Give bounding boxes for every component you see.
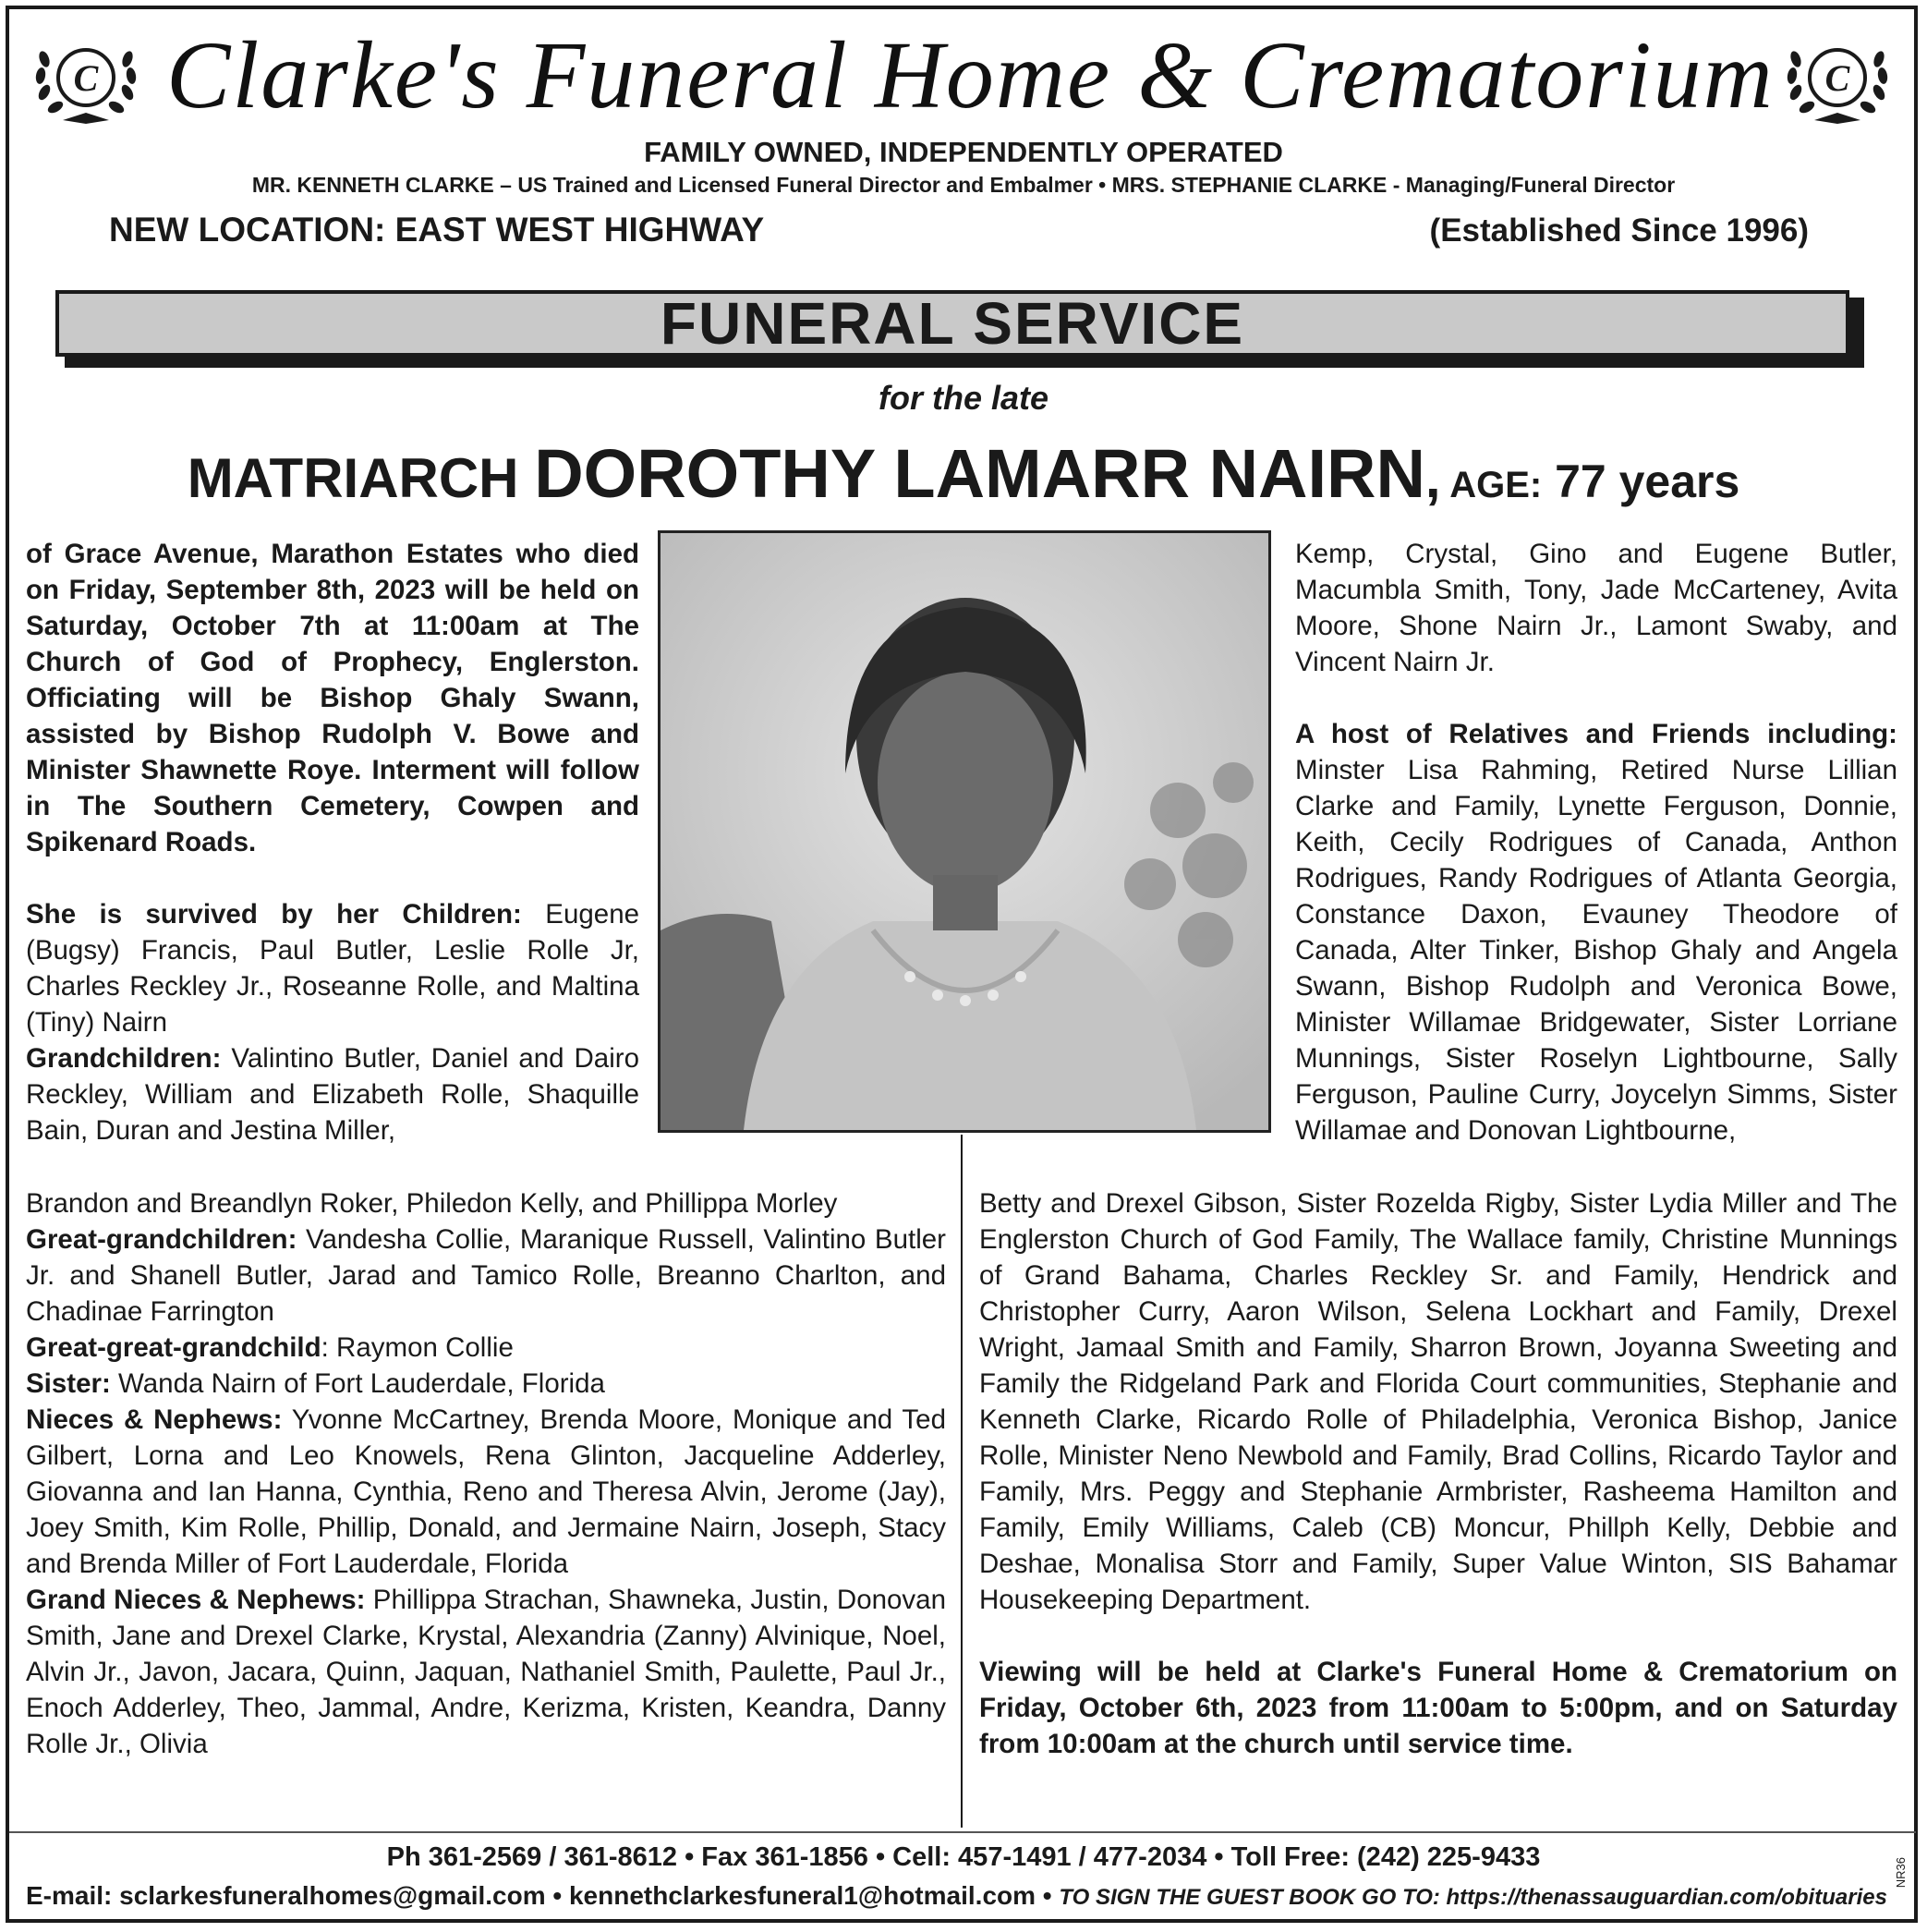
- great-grandchildren-list: Vandesha Collie, Maranique Russell, Valintino Butler Jr. and Shanell Butler, Jarad and Tamico Rolle, Breanno Charlton, and Chadinae Farrington: [26, 1224, 946, 1327]
- relatives-continued: Betty and Drexel Gibson, Sister Rozelda Rigby, Sister Lydia Miller and The Englerston Church of God Family, The Wallace family, Christine Munnings of Grand Bahama, Charles Reckley Sr. and Family, Hendrick and Christopher Curry, Aaron Wilson, Selena Lockhart and Family, Drexel Wright, Jamaal Smith and Family, Sharron Brown, Joyanna Sweeting and Family the Ridgeland Park and Florida Court communities, Stephanie and Kenneth Clarke, Ricardo Rolle of Philadelphia, Veronica Bishop, Janice Rolle, Minister Neno Newbold and Family, Brad Collins, Ricardo Taylor and Family, Mrs. Peggy and Stephanie Armbrister, Rasheema Hamilton and Family, Emily Williams, Caleb (CB) Moncur, Phillph Kelly, Debbie and Deshae, Monalisa Storr and Family, Super Value Winton, SIS Bahamar Housekeeping Department.: [979, 1188, 1897, 1615]
- age-value: 77 years: [1542, 456, 1740, 507]
- established-date: (Established Since 1996): [1429, 213, 1809, 249]
- email-addresses: E-mail: sclarkesfuneralhomes@gmail.com • kennethclarkesfuneral1@hotmail.com •: [26, 1881, 1060, 1910]
- svg-text:C: C: [73, 57, 99, 99]
- deceased-portrait: [658, 530, 1271, 1133]
- svg-text:C: C: [1824, 57, 1850, 99]
- family-column: [26, 1185, 946, 1762]
- deceased-title: MATRIARCH: [187, 447, 535, 509]
- grandchildren-list: Valintino Butler, Daniel and Dairo Reckley, William and Elizabeth Rolle, Shaquille Bain, Duran and Jestina Miller,: [26, 1043, 639, 1146]
- children-entry: [26, 896, 639, 1040]
- nieces-list: Yvonne McCartney, Brenda Moore, Monique and Ted Gilbert, Lorna and Leo Knowels, Rena Glinton, Jacqueline Adderley, Giovanna and Ian Hanna, Cynthia, Reno and Theresa Alvin, Jerome (Jay), Joey Smith, Kim Rolle, Phillip, Donald, and Jermaine Nairn, Joseph, Stacy and Brenda Miller of Fort Lauderdale, Florida: [26, 1404, 946, 1579]
- guest-book-link: TO SIGN THE GUEST BOOK GO TO: https://thenassauguardian.com/obituaries: [1059, 1885, 1887, 1910]
- great-great-label: Great-great-grandchild: [26, 1332, 321, 1363]
- location: NEW LOCATION: EAST WEST HIGHWAY: [109, 211, 765, 249]
- nieces-entry: [26, 1402, 946, 1582]
- deceased-name: DOROTHY LAMARR NAIRN: [534, 435, 1425, 512]
- grand-nieces-label: Grand Nieces & Nephews:: [26, 1585, 366, 1615]
- viewing-details: Viewing will be held at Clarke's Funeral Home & Crematorium on Friday, October 6th, 2023 from 11:00am to 5:00pm, and on Saturday from 10:00am at the church until service time.: [979, 1657, 1897, 1759]
- grand-nieces-entry: [26, 1582, 946, 1762]
- sister-entry: [26, 1366, 946, 1402]
- children-label: She is survived by her Children:: [26, 899, 522, 930]
- grandchildren-label: Grandchildren:: [26, 1043, 222, 1074]
- great-great-grandchild-entry: [26, 1330, 946, 1366]
- column-divider: [961, 1135, 963, 1828]
- laurel-crest-icon: [1777, 28, 1897, 129]
- grandchildren-continued: Brandon and Breandlyn Roker, Philedon Kelly, and Phillippa Morley: [26, 1188, 838, 1219]
- tagline: FAMILY OWNED, INDEPENDENTLY OPERATED: [644, 136, 1283, 168]
- relatives-column: [979, 1185, 1897, 1762]
- relatives-entry: [1295, 716, 1897, 1148]
- contact-phones: Ph 361-2569 / 361-8612 • Fax 361-1856 • Cell: 457-1491 / 477-2034 • Toll Free: (242) 225-9433: [386, 1842, 1541, 1872]
- children-list: Eugene (Bugsy) Francis, Paul Butler, Leslie Rolle Jr, Charles Reckley Jr., Roseanne Rolle, and Maltina (Tiny) Nairn: [26, 899, 640, 1038]
- grandchildren-entry: [26, 1040, 639, 1148]
- great-grandchildren-entry: [26, 1221, 946, 1330]
- sister-label: Sister:: [26, 1368, 111, 1399]
- nieces-label: Nieces & Nephews:: [26, 1404, 283, 1435]
- age-label: AGE:: [1440, 465, 1543, 505]
- deceased-heading: [0, 434, 1927, 513]
- relatives-label: A host of Relatives and Friends including:: [1295, 719, 1897, 749]
- contact-emails: [26, 1881, 1887, 1911]
- directors-line: MR. KENNETH CLARKE – US Trained and Licensed Funeral Director and Embalmer • MRS. STEPHANIE CLARKE - Managing/Funeral Director: [251, 173, 1676, 197]
- service-details: of Grace Avenue, Marathon Estates who died on Friday, September 8th, 2023 will be held on Saturday, October 7th at 11:00am at The Church of God of Prophecy, Englerston. Officiating will be Bishop Ghaly Swann, assisted by Bishop Rudolph V. Bowe and Minister Shawnette Roye. Interment will follow in The Southern Cemetery, Cowpen and Spikenard Roads.: [26, 539, 639, 857]
- relatives-list: Minster Lisa Rahming, Retired Nurse Lillian Clarke and Family, Lynette Ferguson, Donnie, Keith, Cecily Rodrigues of Canada, Anthon Rodrigues, Randy Rodrigues of Atlanta Georgia, Constance Daxon, Evauney Theodore of Canada, Alter Tinker, Bishop Ghaly and Angela Swann, Bishop Rudolph and Veronica Bowe, Minister Willamae Bridgewater, Sister Lorriane Munnings, Sister Roselyn Lightbourne, Sally Ferguson, Pauline Curry, Joycelyn Simms, Sister Willamae and Donovan Lightbourne,: [1295, 755, 1897, 1146]
- continued-column: [1295, 536, 1897, 1148]
- intro-column: [26, 536, 639, 1148]
- footer-divider: [9, 1831, 1916, 1833]
- heading-comma: ,: [1424, 447, 1441, 509]
- funeral-service-banner: FUNERAL SERVICE: [55, 290, 1849, 357]
- portrait-image: [661, 533, 1268, 1130]
- laurel-crest-icon: [26, 28, 146, 129]
- great-great-name: : Raymon Collie: [321, 1332, 514, 1363]
- sister-name: Wanda Nairn of Fort Lauderdale, Florida: [110, 1368, 605, 1399]
- grand-nieces-continued: Kemp, Crystal, Gino and Eugene Butler, Macumbla Smith, Tony, Jade McCarteney, Avita Moore, Shone Nairn Jr., Lamont Swaby, and Vincent Nairn Jr.: [1295, 539, 1897, 677]
- for-the-late: for the late: [878, 379, 1049, 417]
- funeral-home-title: Clarke's Funeral Home & Crematorium: [166, 22, 1775, 128]
- great-grandchildren-label: Great-grandchildren:: [26, 1224, 297, 1255]
- grand-nieces-list: Phillippa Strachan, Shawneka, Justin, Donovan Smith, Jane and Drexel Clarke, Krystal, Alexandria (Zanny) Alvinique, Noel, Alvin Jr., Javon, Jacara, Quinn, Jaquan, Nathaniel Smith, Paulette, Paul Jr., Enoch Adderley, Theo, Jammal, Andre, Kerizma, Kristen, Keandra, Danny Rolle Jr., Olivia: [26, 1585, 946, 1759]
- ad-code: NR36: [1894, 1857, 1908, 1889]
